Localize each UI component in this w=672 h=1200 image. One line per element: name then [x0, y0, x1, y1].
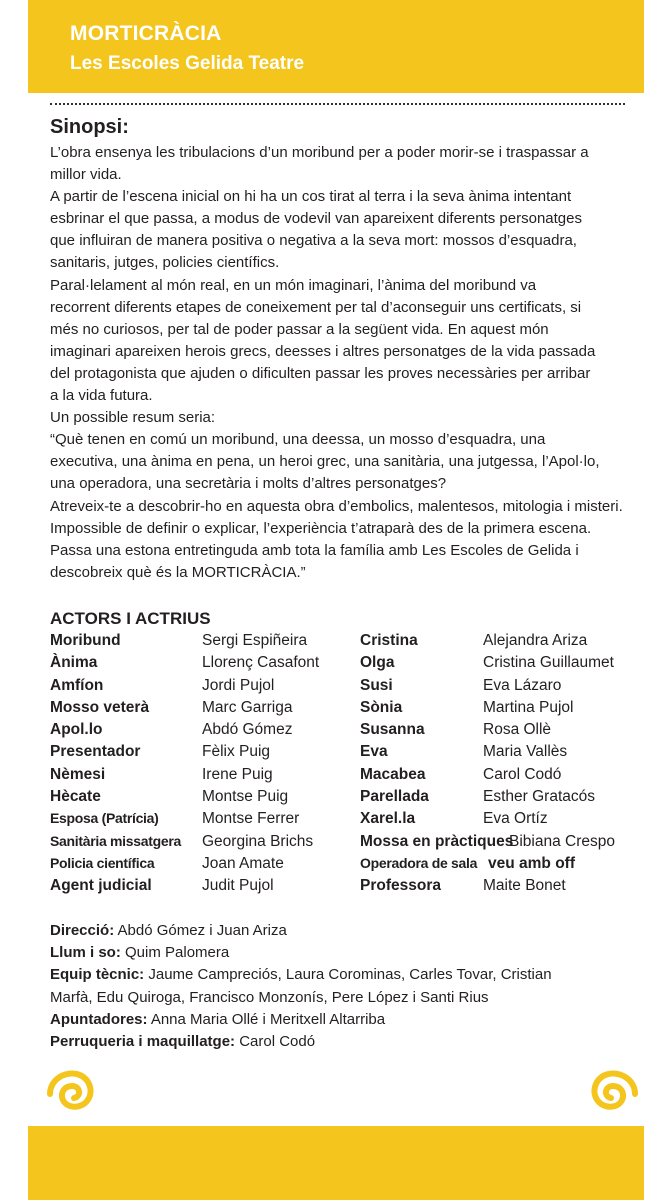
synopsis-line: Atreveix-te a descobrir-ho en aquesta obra d’embolics, malentesos, mitologia i misteri.: [50, 497, 623, 515]
role-name: Hècate: [50, 788, 101, 806]
actor-name: Marc Garriga: [202, 698, 293, 716]
role-name: Mossa en pràctiques: [360, 832, 514, 850]
synopsis-line: Passa una estona entretinguda amb tota la família amb Les Escoles de Gelida i: [50, 541, 579, 559]
synopsis-line: del protagonista que ajuden o dificulten passar les proves necessàries per arribar: [50, 364, 591, 382]
synopsis-line: descobreix què és la MORTICRÀCIA.”: [50, 563, 306, 581]
role-name: Susi: [360, 676, 393, 694]
footer-band: [28, 1126, 644, 1200]
synopsis-line: més no curiosos, per tal de poder passar a la següent vida. En aquest món: [50, 320, 549, 338]
synopsis-text: [50, 142, 640, 584]
credit-value: Quim Palomera: [120, 944, 230, 962]
synopsis-line: executiva, una ànima en pena, un heroi grec, una sanitària, una jutgessa, l’Apol·lo,: [50, 453, 600, 471]
role-name: Xarel.la: [360, 810, 416, 828]
cast-heading: ACTORS I ACTRIUS: [50, 609, 211, 628]
dotted-divider: [50, 103, 625, 105]
actor-name: Abdó Gómez: [202, 721, 293, 739]
role-name: Operadora de sala: [360, 854, 478, 871]
synopsis-line: imaginari apareixen herois grecs, deesses i altres personatges de la vida passada: [50, 342, 596, 360]
credit-line: [50, 942, 640, 964]
credit-value: Abdó Gómez i Juan Ariza: [114, 922, 287, 939]
actor-name: Montse Ferrer: [202, 810, 300, 828]
company-name: Les Escoles Gelida Teatre: [70, 53, 305, 74]
spiral-icon: [585, 1060, 641, 1116]
actor-name: Alejandra Ariza: [483, 632, 588, 649]
synopsis-line: a la vida futura.: [50, 387, 153, 405]
synopsis-line: L’obra ensenya les tribulacions d’un moribund per a poder morir-se i traspassar a: [50, 144, 589, 161]
actor-name: Rosa Ollè: [483, 721, 552, 739]
role-name: Presentador: [50, 743, 141, 761]
left-margin: [0, 0, 28, 1200]
credit-line: [50, 1009, 640, 1031]
role-name: Professora: [360, 877, 441, 895]
credit-value: Marfà, Edu Quiroga, Francisco Monzonís, Pere López i Santi Rius: [50, 988, 489, 1006]
credit-label: Equip tècnic:: [50, 966, 145, 984]
role-name: Sònia: [360, 698, 403, 716]
header-banner: [28, 0, 644, 93]
credit-value: Jaume Campreciós, Laura Corominas, Carles Tovar, Cristian: [144, 966, 552, 984]
synopsis-line: Impossible de definir o explicar, l’experiència t’atraparà des de la primera escena.: [50, 519, 592, 537]
synopsis-line: una operadora, una secretària i molts d’altres personatges?: [50, 475, 447, 493]
play-title: MORTICRÀCIA: [70, 22, 222, 45]
actor-name: Bibiana Crespo: [509, 832, 615, 850]
role-name: Esposa (Patrícia): [50, 810, 159, 827]
credit-label: Apuntadores:: [50, 1010, 148, 1028]
role-name: Cristina: [360, 632, 418, 649]
actor-name: Carol Codó: [483, 765, 562, 783]
synopsis-line: recorrent diferents etapes de coneixement per tal d’aconseguir uns certificats, si: [50, 298, 582, 316]
role-name: Policia científica: [50, 854, 155, 871]
actor-name: Georgina Brichs: [202, 832, 314, 850]
role-name: Mosso veterà: [50, 698, 150, 716]
actor-name: Sergi Espiñeira: [202, 632, 308, 649]
actor-name: veu amb off: [488, 854, 575, 872]
role-name: Amfíon: [50, 676, 104, 694]
synopsis-heading: Sinopsi:: [50, 116, 129, 138]
actor-name: Irene Puig: [202, 765, 273, 783]
synopsis-line: Paral·lelament al món real, en un món imaginari, l’ànima del moribund va: [50, 276, 537, 294]
actor-name: Eva Ortíz: [483, 810, 548, 828]
role-name: Ànima: [50, 654, 98, 672]
credit-label: Direcció:: [50, 922, 115, 939]
synopsis-line: Un possible resum seria:: [50, 409, 216, 427]
actor-name: Jordi Pujol: [202, 676, 275, 694]
credit-value: Carol Codó: [235, 1033, 316, 1051]
credit-line: [50, 987, 640, 1009]
actor-name: Maria Vallès: [483, 743, 568, 761]
actor-name: Eva Lázaro: [483, 676, 562, 694]
spiral-icon: [44, 1060, 100, 1116]
role-name: Sanitària missatgera: [50, 832, 181, 849]
actor-name: Joan Amate: [202, 854, 284, 872]
production-credits: [50, 920, 640, 1053]
role-name: Moribund: [50, 632, 121, 649]
actor-name: Esther Gratacós: [483, 788, 595, 806]
actor-name: Judit Pujol: [202, 877, 274, 895]
credit-value: Anna Maria Ollé i Meritxell Altarriba: [147, 1010, 386, 1028]
actor-name: Llorenç Casafont: [202, 654, 320, 672]
role-name: Macabea: [360, 765, 426, 783]
role-name: Nèmesi: [50, 765, 106, 783]
synopsis-line: esbrinar el que passa, a modus de vodevil van apareixent diferents personatges: [50, 210, 582, 228]
synopsis-line: sanitaris, jutges, policies científics.: [50, 254, 280, 272]
credit-line: [50, 920, 640, 942]
credit-label: Llum i so:: [50, 944, 121, 962]
role-name: Agent judicial: [50, 877, 152, 895]
actor-name: Montse Puig: [202, 788, 289, 806]
credit-label: Perruqueria i maquillatge:: [50, 1033, 236, 1051]
synopsis-line: A partir de l’escena inicial on hi ha un cos tirat al terra i la seva ànima intentant: [50, 188, 572, 206]
credit-line: [50, 964, 640, 986]
role-name: Parellada: [360, 788, 429, 806]
synopsis-line: “Què tenen en comú un moribund, una deessa, un mosso d’esquadra, una: [50, 431, 546, 449]
role-name: Susanna: [360, 721, 425, 739]
actor-name: Cristina Guillaumet: [483, 654, 614, 672]
synopsis-line: que influiran de manera positiva o negativa a la seva mort: mossos d’esquadra,: [50, 232, 577, 250]
actor-name: Maite Bonet: [483, 877, 566, 895]
credit-line: [50, 1031, 640, 1053]
role-name: Apol.lo: [50, 721, 103, 739]
actor-name: Martina Pujol: [483, 698, 574, 716]
role-name: Eva: [360, 743, 388, 761]
actor-name: Fèlix Puig: [202, 743, 271, 761]
synopsis-line: millor vida.: [50, 166, 122, 184]
role-name: Olga: [360, 654, 395, 672]
right-margin: [644, 0, 672, 1200]
